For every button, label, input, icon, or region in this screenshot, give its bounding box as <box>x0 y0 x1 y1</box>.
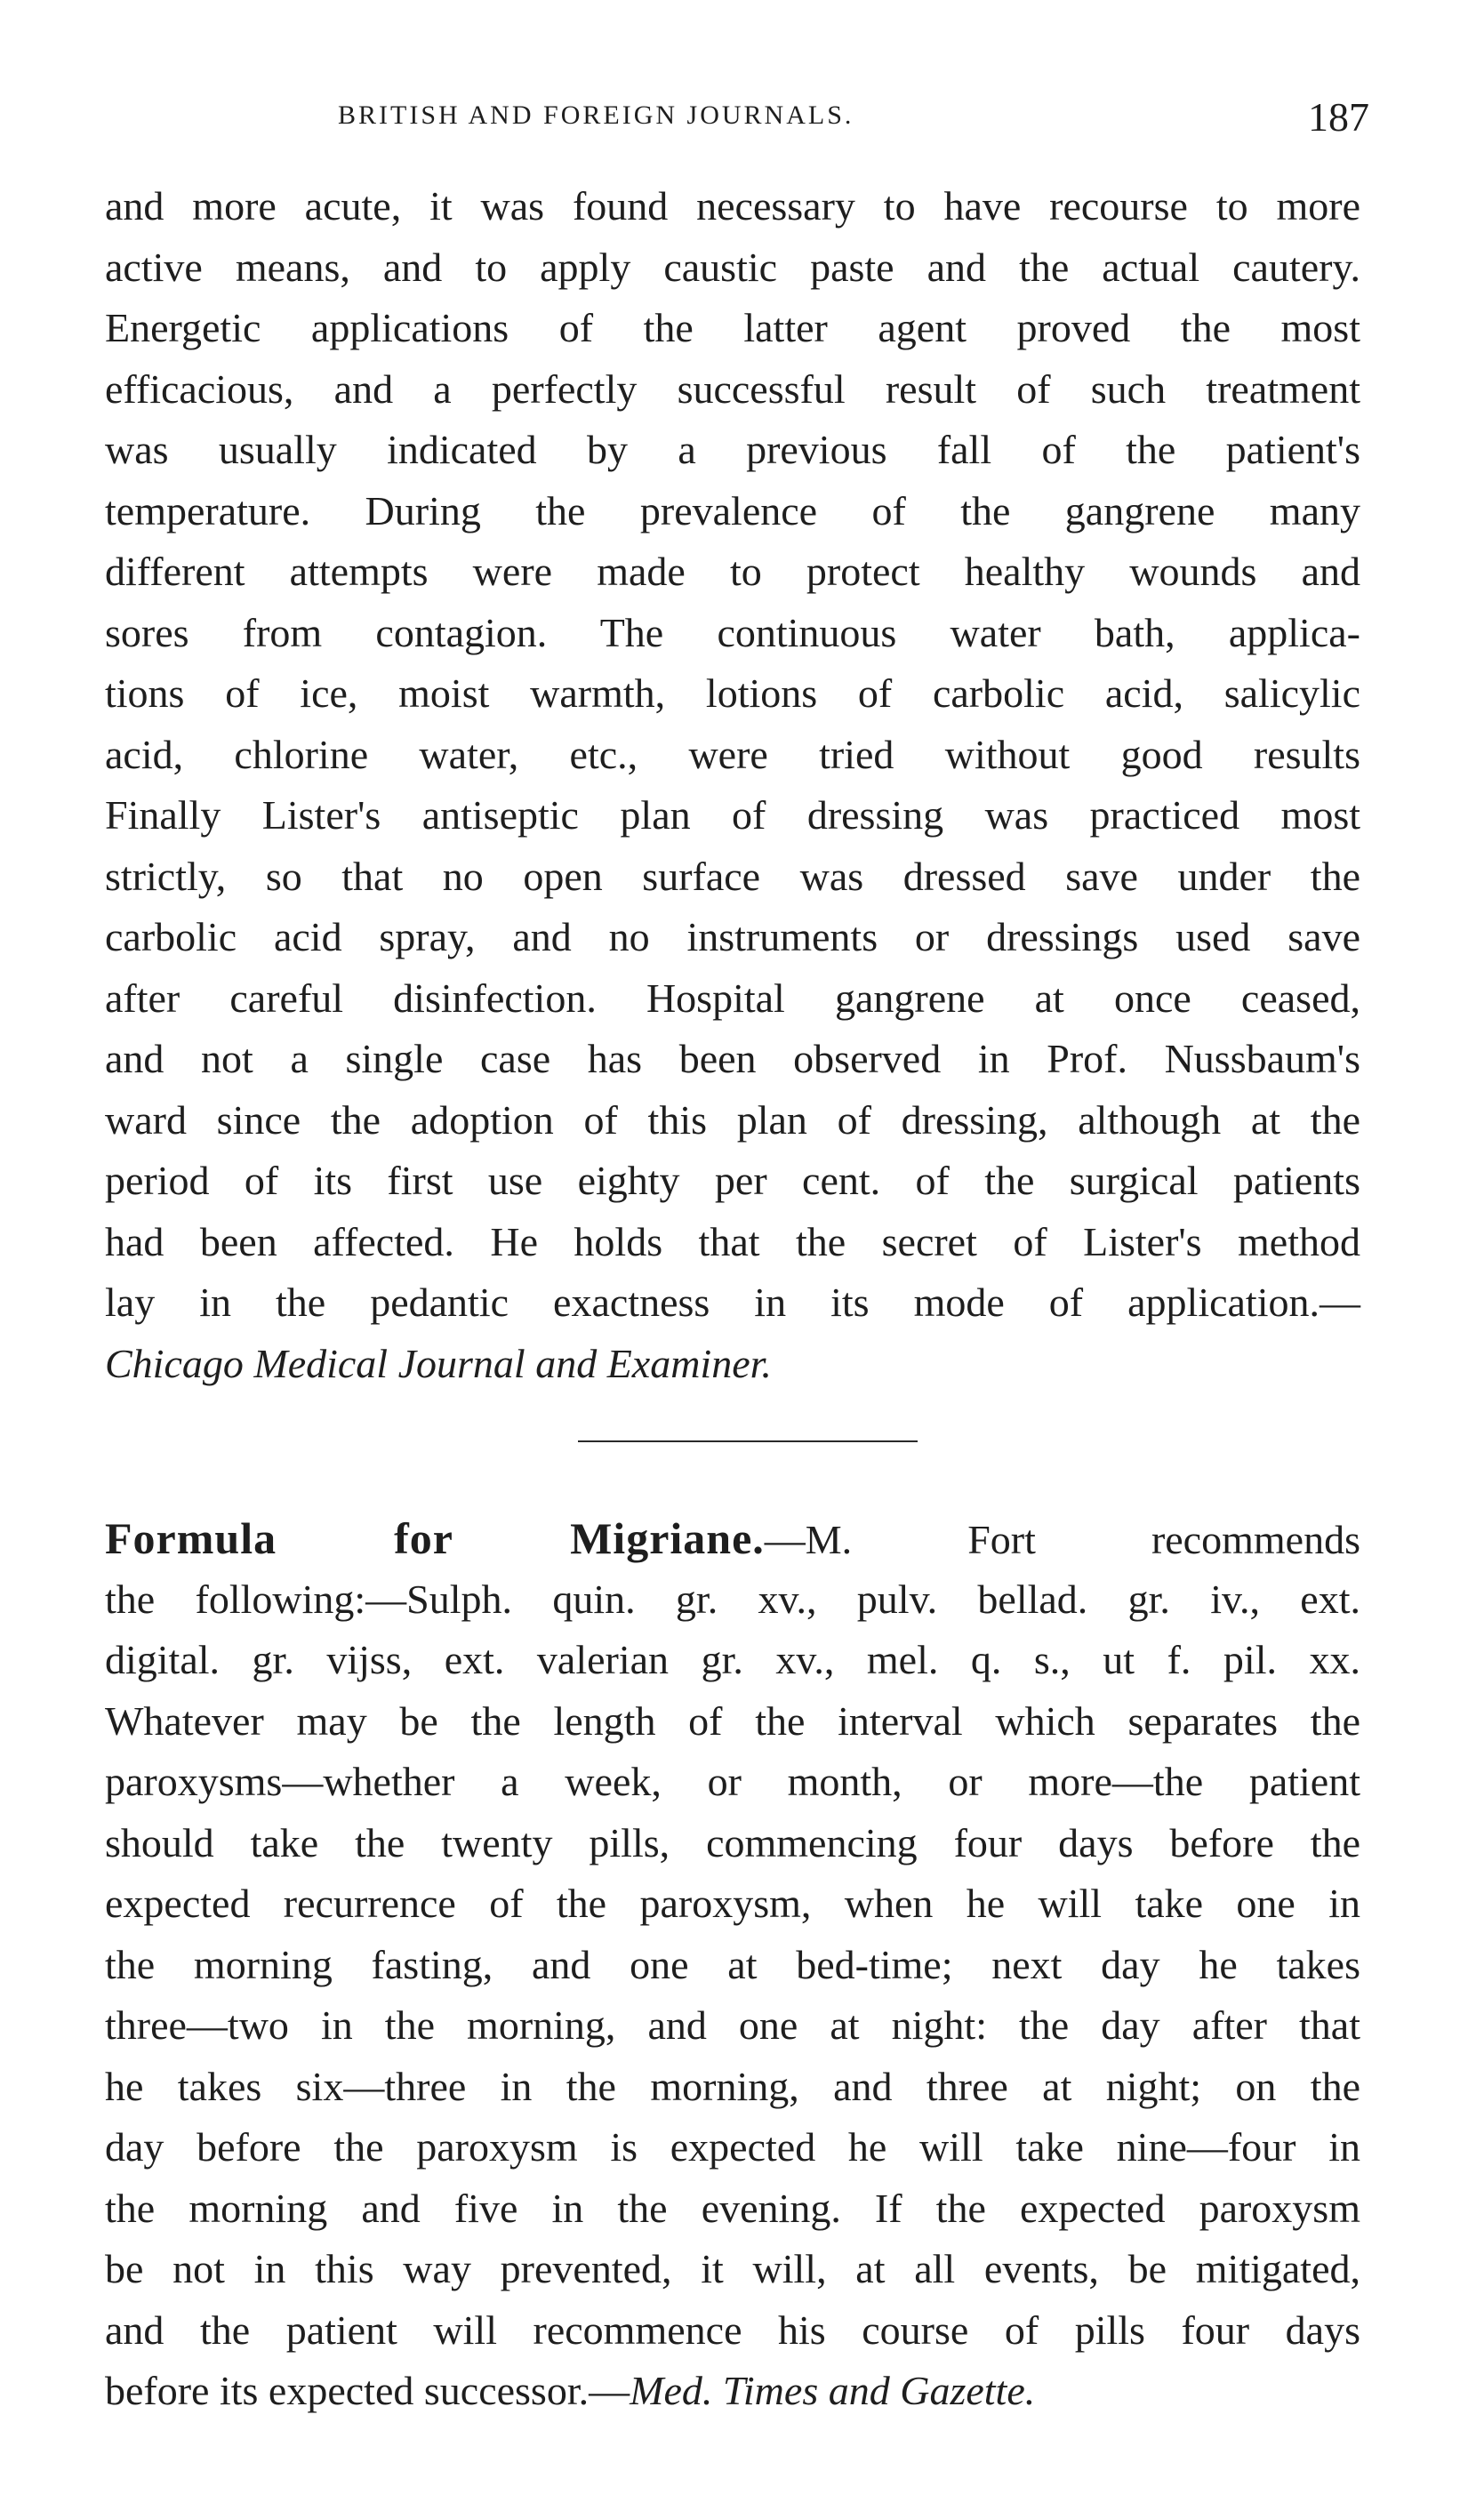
text-line: active means, and to apply caustic paste and the actual cautery. <box>105 244 1360 290</box>
text-line: the morning and five in the evening. If the expected paroxysm <box>105 2185 1360 2231</box>
text-line: sores from contagion. The continuous water bath, applica- <box>105 609 1360 655</box>
text-line-with-heading <box>105 1508 1360 1569</box>
text-line: Energetic applications of the latter agent proved the most <box>105 305 1360 350</box>
text-line: expected recurrence of the paroxysm, when he will take one in <box>105 1881 1360 1926</box>
text-line: carbolic acid spray, and no instruments or dressings used save <box>105 914 1360 959</box>
text-line: and not a single case has been observed in Prof. Nussbaum's <box>105 1036 1360 1081</box>
article-migraine-formula <box>105 1508 1360 2422</box>
text-line: the following:—Sulph. quin. gr. xv., pulv. bellad. gr. iv., ext. <box>105 1576 1360 1622</box>
source-citation: Chicago Medical Journal and Examiner. <box>105 1340 772 1386</box>
text-line: strictly, so that no open surface was dressed save under the <box>105 853 1360 899</box>
text-line: digital. gr. vijss, ext. valerian gr. xv., mel. q. s., ut f. pil. xx. <box>105 1637 1360 1682</box>
text-line: was usually indicated by a previous fall of the patient's <box>105 427 1360 472</box>
text-line: and the patient will recommence his course of pills four days <box>105 2306 1360 2353</box>
page-number: 187 <box>1308 94 1369 140</box>
text-line: and more acute, it was found necessary to have recourse to more <box>105 183 1360 229</box>
text-line: tions of ice, moist warmth, lotions of carbolic acid, salicylic <box>105 670 1360 716</box>
text-line: ward since the adoption of this plan of dressing, although at the <box>105 1096 1360 1143</box>
text-line: should take the twenty pills, commencing four days before the <box>105 1819 1360 1865</box>
text-line: day before the paroxysm is expected he will take nine—four in <box>105 2124 1360 2170</box>
section-heading: Formula for Migriane. <box>105 1513 765 1563</box>
text-line: acid, chlorine water, etc., were tried without good results <box>105 731 1360 777</box>
running-title: BRITISH AND FOREIGN JOURNALS. <box>338 100 854 130</box>
text-line: the morning fasting, and one at bed-time; next day he takes <box>105 1941 1360 1987</box>
text-line: lay in the pedantic exactness in its mode of application.— <box>105 1280 1360 1325</box>
text-line: after careful disinfection. Hospital gangrene at once ceased, <box>105 975 1360 1021</box>
text-fragment: before its expected successor.— <box>105 2368 630 2413</box>
section-divider <box>578 1440 918 1442</box>
article-gangrene-treatment <box>105 176 1360 1394</box>
text-line: temperature. During the prevalence of the gangrene many <box>105 487 1360 533</box>
text-line: had been affected. He holds that the secret of Lister's method <box>105 1218 1360 1264</box>
text-line: three—two in the morning, and one at night: the day after that <box>105 2002 1360 2048</box>
heading-continuation: —M. Fort recommends <box>764 1517 1360 1562</box>
text-line: efficacious, and a perfectly successful result of such treatment <box>105 365 1360 412</box>
text-line-with-citation <box>105 2361 1360 2422</box>
text-line: Finally Lister's antiseptic plan of dressing was practiced most <box>105 792 1360 838</box>
text-line: paroxysms—whether a week, or month, or more—the patient <box>105 1759 1360 1804</box>
text-line: Whatever may be the length of the interval which separates the <box>105 1697 1360 1744</box>
text-line: period of its first use eighty per cent. of the surgical patients <box>105 1158 1360 1203</box>
text-line: different attempts were made to protect healthy wounds and <box>105 549 1360 594</box>
text-line: he takes six—three in the morning, and three at night; on the <box>105 2063 1360 2109</box>
text-line: be not in this way prevented, it will, at all events, be mitigated, <box>105 2246 1360 2291</box>
running-head <box>338 93 1369 147</box>
source-citation: Med. Times and Gazette. <box>630 2368 1036 2413</box>
